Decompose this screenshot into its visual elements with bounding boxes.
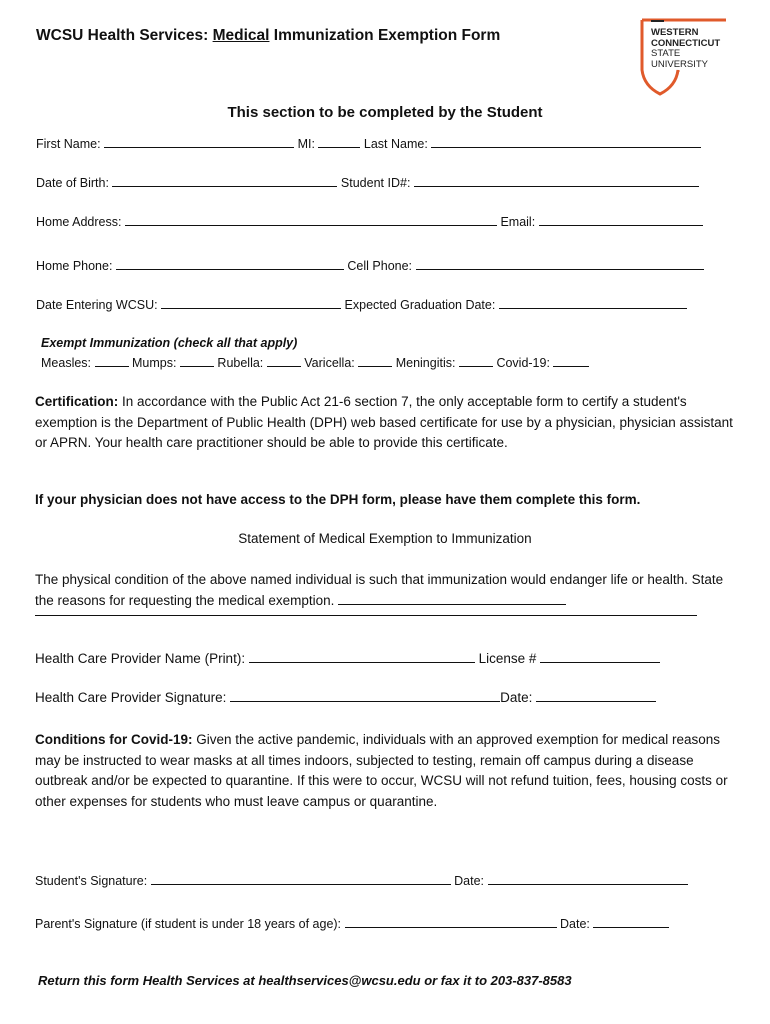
provider-signature-field[interactable] [230,690,500,702]
home-phone-field[interactable] [116,258,344,270]
student-signature-field[interactable] [151,873,451,885]
covid-checkbox[interactable] [553,355,589,367]
student-id-field[interactable] [414,175,699,187]
exempt-row: Measles: Mumps: Rubella: Varicella: Meningitis: Covid-19: [41,355,589,370]
wcsu-logo [638,18,730,96]
address-row: Home Address: Email: [36,214,703,229]
exempt-heading: Exempt Immunization (check all that apply) [41,336,298,350]
measles-checkbox[interactable] [95,355,129,367]
provider-signature-row: Health Care Provider Signature: Date: [35,690,656,705]
student-date-field[interactable] [488,873,688,885]
mi-field[interactable] [318,136,360,148]
expected-grad-field[interactable] [499,297,687,309]
reason-field-line-2[interactable] [35,615,697,616]
provider-name-field[interactable] [249,651,475,663]
cell-phone-field[interactable] [416,258,704,270]
provider-name-row: Health Care Provider Name (Print): License # [35,651,660,666]
parent-signature-field[interactable] [345,916,557,928]
student-section-heading: This section to be completed by the Student [227,104,543,121]
footer-note: Return this form Health Services at healthservices@wcsu.edu or fax it to 203-837-8583 [38,973,572,988]
certification-paragraph: Certification: In accordance with the Public Act 21-6 section 7, the only acceptable form to certify a student's exemption is the Department of Public Health (DPH) web based certificate for use by a physician, physician assistant or APRN. Your health care practitioner should be able to provide this certificate. [35,394,733,450]
email-field[interactable] [539,214,703,226]
form-title: WCSU Health Services: Medical Immunization Exemption Form [36,27,501,44]
dates-row: Date Entering WCSU: Expected Graduation Date: [36,297,687,312]
phone-row: Home Phone: Cell Phone: [36,258,704,273]
rubella-checkbox[interactable] [267,355,301,367]
dob-field[interactable] [112,175,337,187]
date-entering-field[interactable] [161,297,341,309]
license-field[interactable] [540,651,660,663]
provider-date-field[interactable] [536,690,656,702]
last-name-field[interactable] [431,136,701,148]
statement-heading: Statement of Medical Exemption to Immunization [238,531,532,546]
name-row: First Name: MI: Last Name: [36,136,701,151]
parent-signature-row: Parent's Signature (if student is under 18 years of age): Date: [35,916,669,931]
first-name-field[interactable] [104,136,294,148]
varicella-checkbox[interactable] [358,355,392,367]
home-address-field[interactable] [125,214,497,226]
physician-note: If your physician does not have access to the DPH form, please have them complete this form. [35,492,641,507]
student-signature-row: Student's Signature: Date: [35,873,688,888]
meningitis-checkbox[interactable] [459,355,493,367]
title-underlined-word: Medical [212,27,270,44]
mumps-checkbox[interactable] [180,355,214,367]
logo-text: WESTERN CONNECTICUT STATE UNIVERSITY [651,27,721,70]
dob-row: Date of Birth: Student ID#: [36,175,699,190]
parent-date-field[interactable] [593,916,669,928]
conditions-paragraph: Conditions for Covid-19: Given the active pandemic, individuals with an approved exemption for medical reasons may be instructed to wear masks at all times indoors, subjected to testing, remain off campus during a disease outbreak and/or be expected to quarantine. If this were to occur, WCSU will not refund tuition, fees, housing costs or other expenses for students who must leave campus or quarantine. [35,732,728,809]
reason-field-line-1[interactable] [338,593,566,605]
statement-paragraph: The physical condition of the above named individual is such that immunization would endanger life or health. State the reasons for requesting the medical exemption. [35,572,724,608]
